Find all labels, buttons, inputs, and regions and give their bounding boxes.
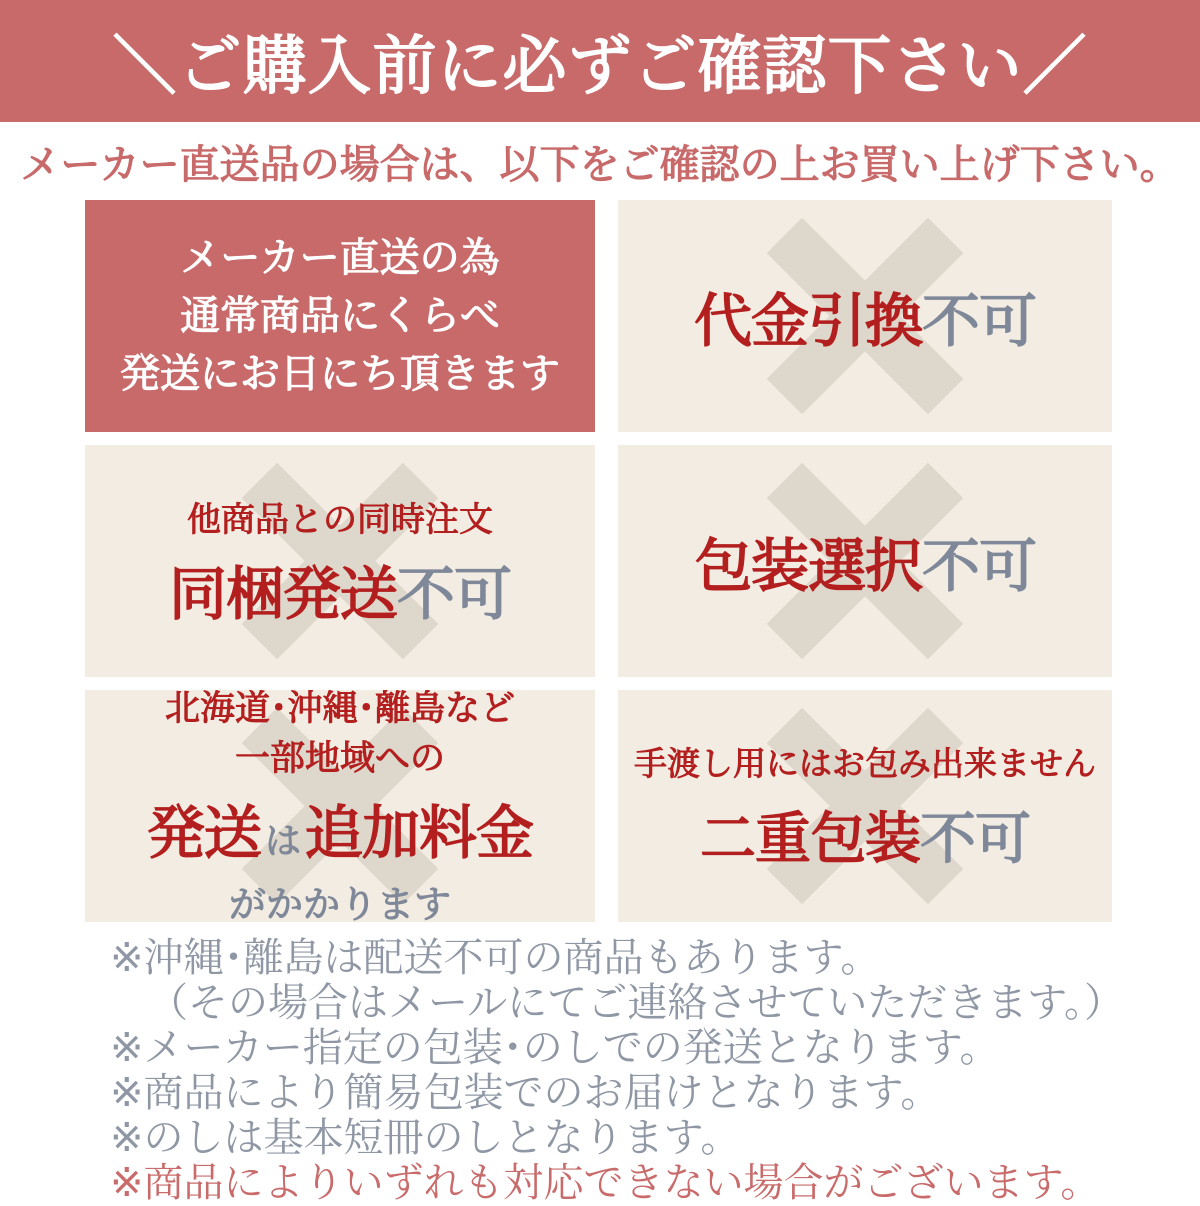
card-content xyxy=(618,690,1112,922)
card-content xyxy=(85,445,595,677)
card-content xyxy=(85,690,595,922)
card-bundle-not-available xyxy=(85,445,595,677)
card-double-wrap-not-available xyxy=(618,690,1112,922)
direct-shipping-line: メーカー直送の為 xyxy=(180,236,500,280)
card-direct-shipping xyxy=(85,200,595,432)
note-line: ※メーカー指定の包装･のしでの発送となります。 xyxy=(110,1026,1000,1070)
note-line: ※沖縄･離島は配送不可の商品もあります。 xyxy=(110,936,881,980)
keyword-text: 代金引換 xyxy=(693,289,922,354)
page-title: ＼ご購入前に必ずご確認下さい／ xyxy=(112,30,1088,102)
remote-area-line: 一部地域への xyxy=(234,739,445,778)
card-content xyxy=(618,200,1112,432)
card-cod-not-available xyxy=(618,200,1112,432)
direct-shipping-line: 発送にお日にち頂きます xyxy=(120,352,560,396)
status-text: 不可 xyxy=(920,806,1030,870)
status-text: 不可 xyxy=(922,289,1037,354)
footnotes xyxy=(110,936,1200,1206)
direct-shipping-line: 通常商品にくらべ xyxy=(180,294,500,338)
card-remote-area-fee xyxy=(85,690,595,922)
subtitle: メーカー直送品の場合は、以下をご確認の上お買い上げ下さい。 xyxy=(20,142,1180,187)
card-note-text: 手渡し用にはお包み出来ません xyxy=(634,744,1096,782)
status-text: 不可 xyxy=(922,534,1037,599)
keyword-text: 発送 xyxy=(146,801,261,866)
remote-area-footer: がかかります xyxy=(229,884,451,922)
header-banner xyxy=(0,0,1200,122)
keyword-text: 二重包装 xyxy=(700,806,920,870)
keyword-text: 追加料金 xyxy=(305,801,534,866)
card-main-text xyxy=(694,274,1036,358)
card-main-text xyxy=(694,519,1036,603)
particle-text: は xyxy=(264,820,301,861)
card-content xyxy=(618,445,1112,677)
card-main-text xyxy=(169,547,511,631)
note-line: （その場合はメールにてご連絡させていただきます。） xyxy=(148,981,1124,1025)
card-note-text: 他商品との同時注文 xyxy=(187,500,493,539)
keyword-text: 包装選択 xyxy=(693,534,922,599)
note-line: ※商品により簡易包装でのお届けとなります。 xyxy=(110,1071,941,1115)
card-wrap-select-not-available xyxy=(618,445,1112,677)
card-main-text xyxy=(700,795,1030,875)
note-line: ※のしは基本短冊のしとなります。 xyxy=(110,1116,741,1160)
status-text: 不可 xyxy=(397,561,512,627)
card-main-text xyxy=(147,786,533,870)
remote-area-line: 北海道･沖縄･離島など xyxy=(164,690,515,728)
notice-grid xyxy=(85,200,1112,922)
note-line: ※商品によりいずれも対応できない場合がございます。 xyxy=(110,1161,1101,1205)
keyword-text: 同梱発送 xyxy=(168,561,397,627)
